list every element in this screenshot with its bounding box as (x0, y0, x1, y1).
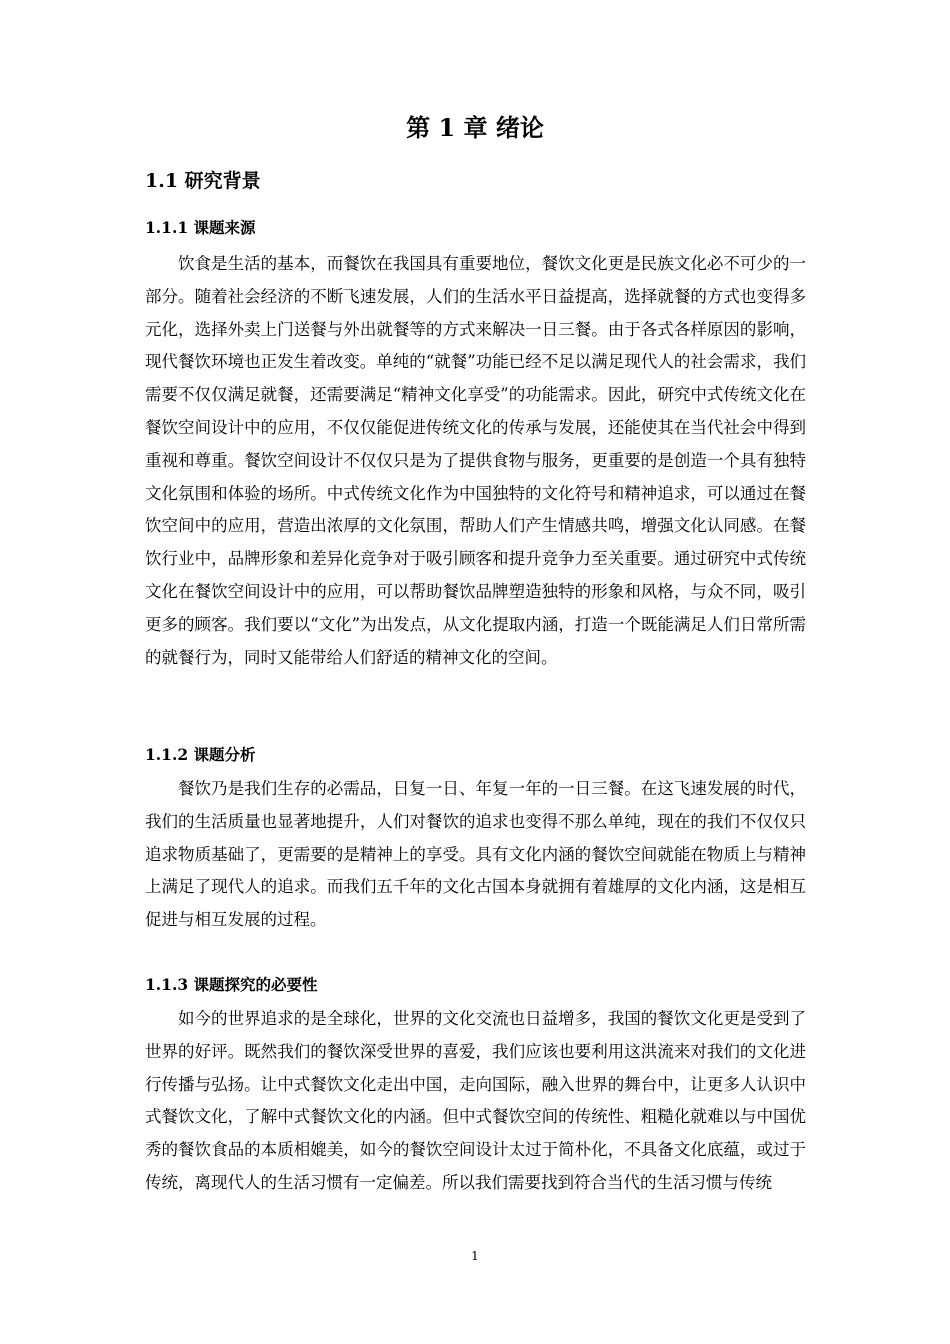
paragraph-topic-source: 饮食是生活的基本，而餐饮在我国具有重要地位，餐饮文化更是民族文化必不可少的一部分。随着社会经济的不断飞速发展，人们的生活水平日益提高，选择就餐的方式也变得多元化，选择外卖上门送餐与外出就餐等的方式来解决一日三餐。由于各式各样原因的影响，现代餐饮环境也正发生着改变。单纯的“就餐”功能已经不足以满足现代人的社会需求，我们需要不仅仅满足就餐，还需要满足“精神文化享受”的功能需求。因此，研究中式传统文化在餐饮空间设计中的应用，不仅仅能促进传统文化的传承与发展，还能使其在当代社会中得到重视和尊重。餐饮空间设计不仅仅只是为了提供食物与服务，更重要的是创造一个具有独特文化氛围和体验的场所。中式传统文化作为中国独特的文化符号和精神追求，可以通过在餐饮空间中的应用，营造出浓厚的文化氛围，帮助人们产生情感共鸣，增强文化认同感。在餐饮行业中，品牌形象和差异化竞争对于吸引顾客和提升竞争力至关重要。通过研究中式传统文化在餐饮空间设计中的应用，可以帮助餐饮品牌塑造独特的形象和风格，与众不同，吸引更多的顾客。我们要以“文化”为出发点，从文化提取内涵，打造一个既能满足人们日常所需的就餐行为，同时又能带给人们舒适的精神文化的空间。 (145, 254, 806, 667)
subsection-heading-1-1-1: 1.1.1 课题来源 (145, 218, 256, 237)
chapter-title: 第 1 章 绪论 (406, 113, 544, 142)
paragraph-topic-analysis: 餐饮乃是我们生存的必需品，日复一日、年复一年的一日三餐。在这飞速发展的时代，我们的生活质量也显著地提升，人们对餐饮的追求也变得不那么单纯，现在的我们不仅仅只追求物质基础了，更需要的是精神上的享受。具有文化内涵的餐饮空间就能在物质上与精神上满足了现代人的追求。而我们五千年的文化古国本身就拥有着雄厚的文化内涵，这是相互促进与相互发展的过程。 (145, 779, 806, 930)
subsection-heading-1-1-2: 1.1.2 课题分析 (145, 745, 256, 764)
subsection-heading-1-1-3: 1.1.3 课题探究的必要性 (145, 975, 318, 994)
paragraph-topic-necessity: 如今的世界追求的是全球化，世界的文化交流也日益增多，我国的餐饮文化更是受到了世界的好评。既然我们的餐饮深受世界的喜爱，我们应该也要利用这洪流来对我们的文化进行传播与弘扬。让中式餐饮文化走出中国，走向国际，融入世界的舞台中，让更多人认识中式餐饮文化，了解中式餐饮文化的内涵。但中式餐饮空间的传统性、粗糙化就难以与中国优秀的餐饮食品的本质相媲美，如今的餐饮空间设计太过于简朴化，不具备文化底蕴，或过于传统，离现代人的生活习惯有一定偏差。所以我们需要找到符合当代的生活习惯与传统 (145, 1009, 806, 1192)
section-heading: 1.1 研究背景 (145, 170, 261, 192)
page-number: 1 (471, 1249, 479, 1263)
